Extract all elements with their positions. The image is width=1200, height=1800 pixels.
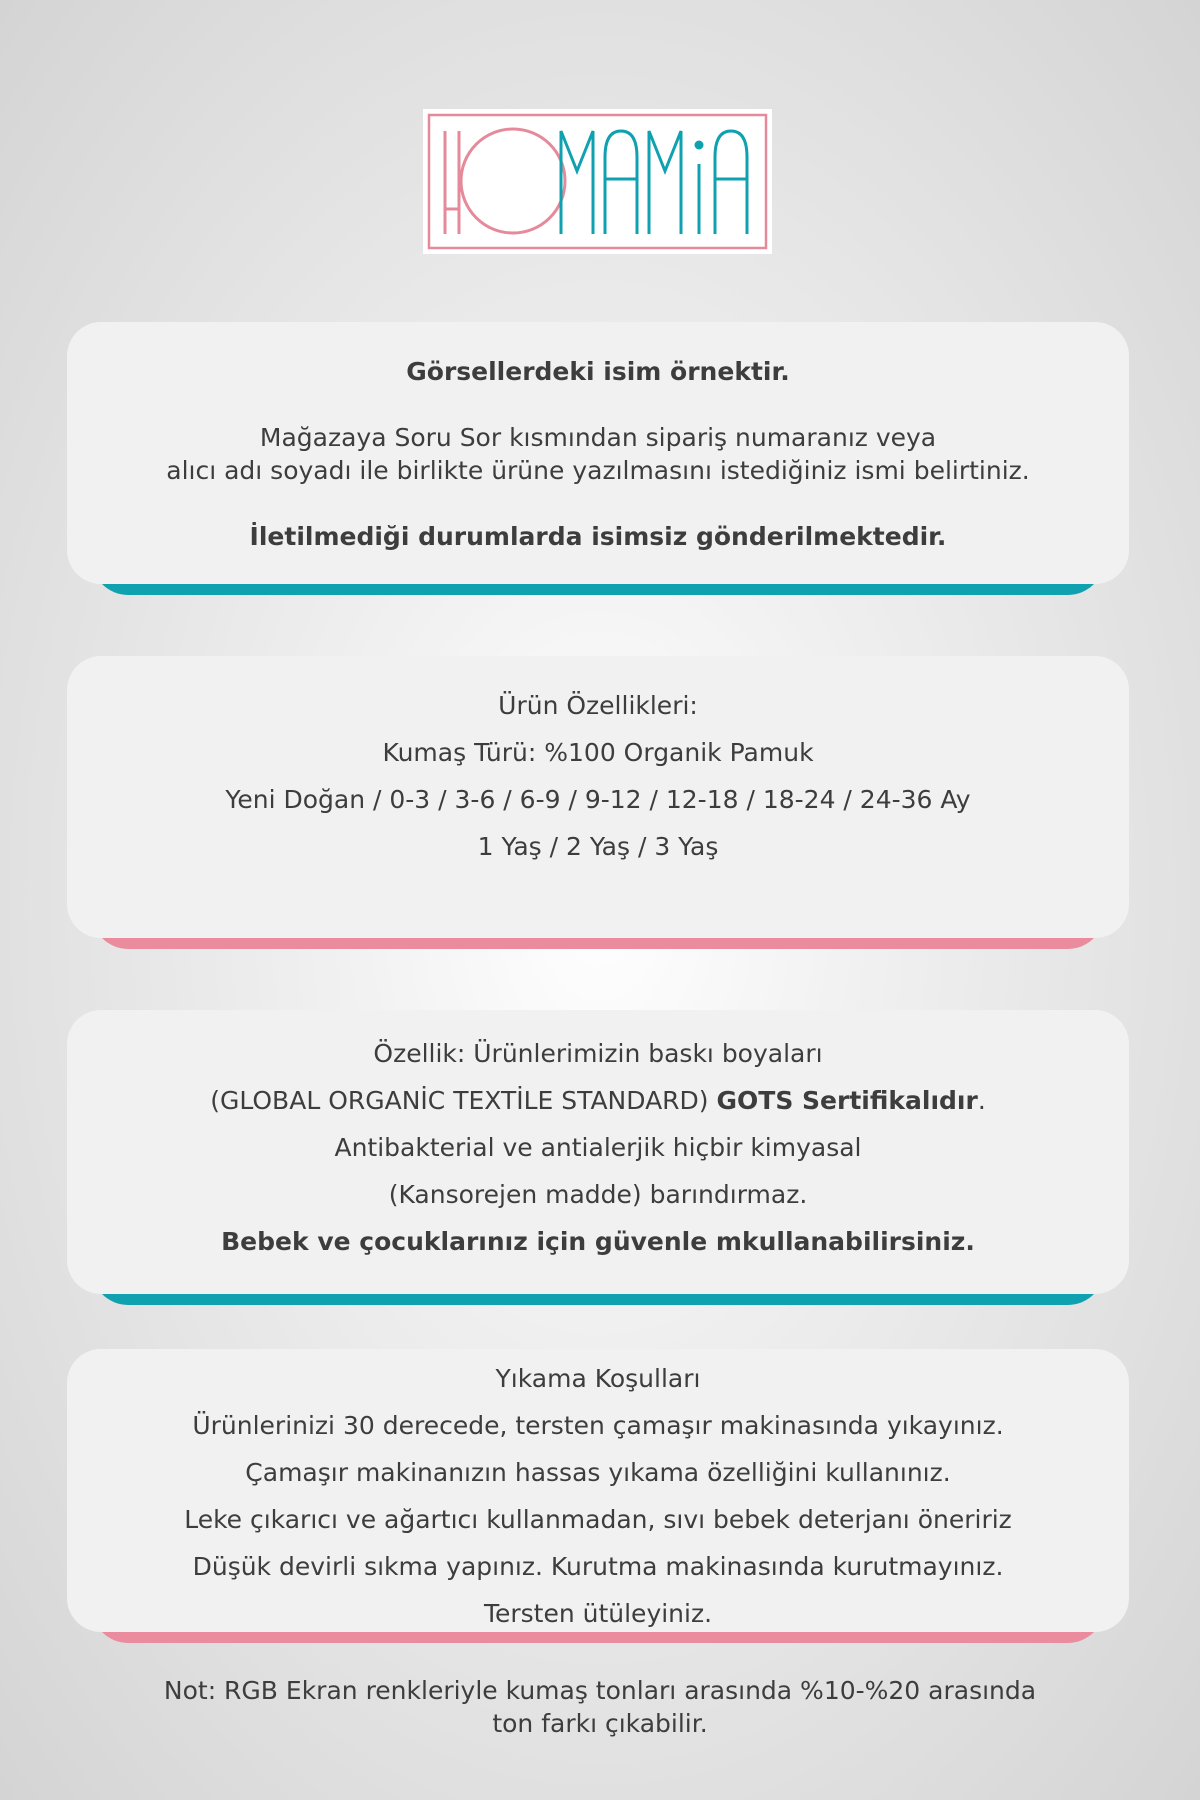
washing-line-1: Ürünlerinizi 30 derecede, tersten çamaşır makinasında yıkayınız. (192, 1411, 1004, 1440)
card-content (67, 1349, 1129, 1632)
washing-line-2: Çamaşır makinanızın hassas yıkama özelliğini kullanınız. (245, 1458, 951, 1487)
feature-line-3: Antibakterial ve antialerjik hiçbir kimyasal (334, 1133, 862, 1162)
card-content (67, 1010, 1129, 1294)
feature-line-2 (67, 1077, 1129, 1124)
washing-line-5: Tersten ütüleyiniz. (483, 1599, 713, 1628)
color-disclaimer-note (0, 1674, 1200, 1740)
washing-line-3: Leke çıkarıcı ve ağartıcı kullanmadan, sıvı bebek deterjanı öneririz (184, 1505, 1012, 1534)
spacer (67, 388, 1129, 421)
instruction-line-2: alıcı adı soyadı ile birlikte ürüne yazılmasını istediğiniz ismi belirtiniz. (166, 456, 1030, 485)
certification-card (67, 1010, 1129, 1305)
note-line-2: ton farkı çıkabilir. (492, 1709, 708, 1738)
card-content (67, 656, 1129, 938)
homamia-logo-graphic (423, 109, 772, 254)
name-info-card (67, 322, 1129, 595)
washing-line-4: Düşük devirli sıkma yapınız. Kurutma makinasında kurutmayınız. (192, 1552, 1004, 1581)
features-heading: Ürün Özellikleri: (498, 691, 698, 720)
feature-line-1: Özellik: Ürünlerimizin baskı boyaları (373, 1039, 823, 1068)
washing-conditions-card (67, 1349, 1129, 1643)
feature-line-4: (Kansorejen madde) barındırmaz. (388, 1180, 808, 1209)
size-years: 1 Yaş / 2 Yaş / 3 Yaş (477, 832, 719, 861)
instruction-line-1: Mağazaya Soru Sor kısmından sipariş numaranız veya (259, 423, 937, 452)
fabric-type: Kumaş Türü: %100 Organik Pamuk (382, 738, 814, 767)
no-name-warning: İletilmediği durumlarda isimsiz gönderilmektedir. (249, 522, 947, 551)
period: . (977, 1086, 986, 1115)
standard-name: (GLOBAL ORGANİC TEXTİLE STANDARD) (210, 1086, 717, 1115)
spacer (67, 487, 1129, 520)
homamia-logo (423, 109, 772, 254)
size-months: Yeni Doğan / 0-3 / 3-6 / 6-9 / 9-12 / 12-18 / 18-24 / 24-36 Ay (225, 785, 971, 814)
note-line-1: Not: RGB Ekran renkleriyle kumaş tonları arasında %10-%20 arasında (163, 1676, 1037, 1705)
gots-certified: GOTS Sertifikalıdır (716, 1086, 978, 1115)
safe-use-statement: Bebek ve çocuklarınız için güvenle mkullanabilirsiniz. (221, 1227, 975, 1256)
card-content (67, 322, 1129, 584)
product-features-card (67, 656, 1129, 949)
name-example-notice: Görsellerdeki isim örnektir. (406, 357, 790, 386)
washing-heading: Yıkama Koşulları (495, 1364, 701, 1393)
